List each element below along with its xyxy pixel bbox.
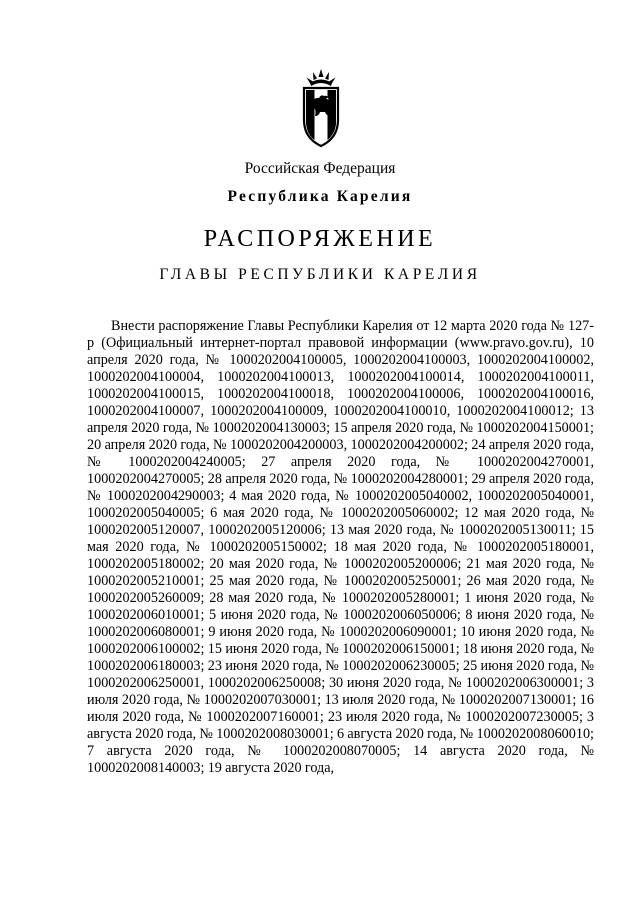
country-name: Российская Федерация [244, 160, 396, 177]
region-name: Республика Карелия [227, 188, 413, 205]
document-type: РАСПОРЯЖЕНИЕ [203, 226, 437, 252]
document-body: Внести распоряжение Главы Республики Карелия от 12 марта 2020 года № 127-р (Официальный интернет-портал правовой информации (www.pravo.gov.ru), 10 апреля 2020 года, № 1000202004100005, 1000202004100003, 1000202004100002, 1000202004100004, 1000202004100013, 1000202004100014, 1000202004100011, 1000202004100015, 1000202004100018, 1000202004100006, 1000202004100016, 1000202004100007, 1000202004100009, 1000202004100010, 1000202004100012; 13 апреля 2020 года, № 1000202004130003; 15 апреля 2020 года, № 1000202004150001; 20 апреля 2020 года, № 1000202004200003, 1000202004200002; 24 апреля 2020 года, № 1000202004240005; 27 апреля 2020 года, № 1000202004270001, 1000202004270005; 28 апреля 2020 года, № 1000202004280001; 29 апреля 2020 года, № 1000202004290003; 4 мая 2020 года, № 1000202005040002, 1000202005040001, 1000202005040005; 6 мая 2020 года, № 1000202005060002; 12 мая 2020 года, № 1000202005120007, 1000202005120006; 13 мая 2020 года, № 1000202005130011; 15 мая 2020 года, № 1000202005150002; 18 мая 2020 года, № 1000202005180001, 1000202005180002; 20 мая 2020 года, № 1000202005200006; 21 мая 2020 года, № 1000202005210001; 25 мая 2020 года, № 1000202005250001; 26 мая 2020 года, № 1000202005260009; 28 мая 2020 года, № 1000202005280001; 1 июня 2020 года, № 1000202006010001; 5 июня 2020 года, № 1000202006050006; 8 июня 2020 года, № 1000202006080001; 9 июня 2020 года, № 1000202006090001; 10 июня 2020 года, № 1000202006100002; 15 июня 2020 года, № 1000202006150001; 18 июня 2020 года, № 1000202006180003; 23 июня 2020 года, № 1000202006230005; 25 июня 2020 года, № 1000202006250001, 1000202006250008; 30 июня 2020 года, № 1000202006300001; 3 июля 2020 года, № 1000202007030001; 13 июля 2020 года, № 1000202007130001; 16 июля 2020 года, № 1000202007160001; 23 июля 2020 года, № 1000202007230005; 3 августа 2020 года, № 1000202008030001; 6 августа 2020 года, № 1000202008060010; 7 августа 2020 года, № 1000202008070005; 14 августа 2020 года, № 1000202008140003; 19 августа 2020 года, [87, 318, 594, 776]
karelia-coat-of-arms-icon [298, 68, 344, 148]
document-issuer: ГЛАВЫ РЕСПУБЛИКИ КАРЕЛИЯ [159, 266, 481, 283]
